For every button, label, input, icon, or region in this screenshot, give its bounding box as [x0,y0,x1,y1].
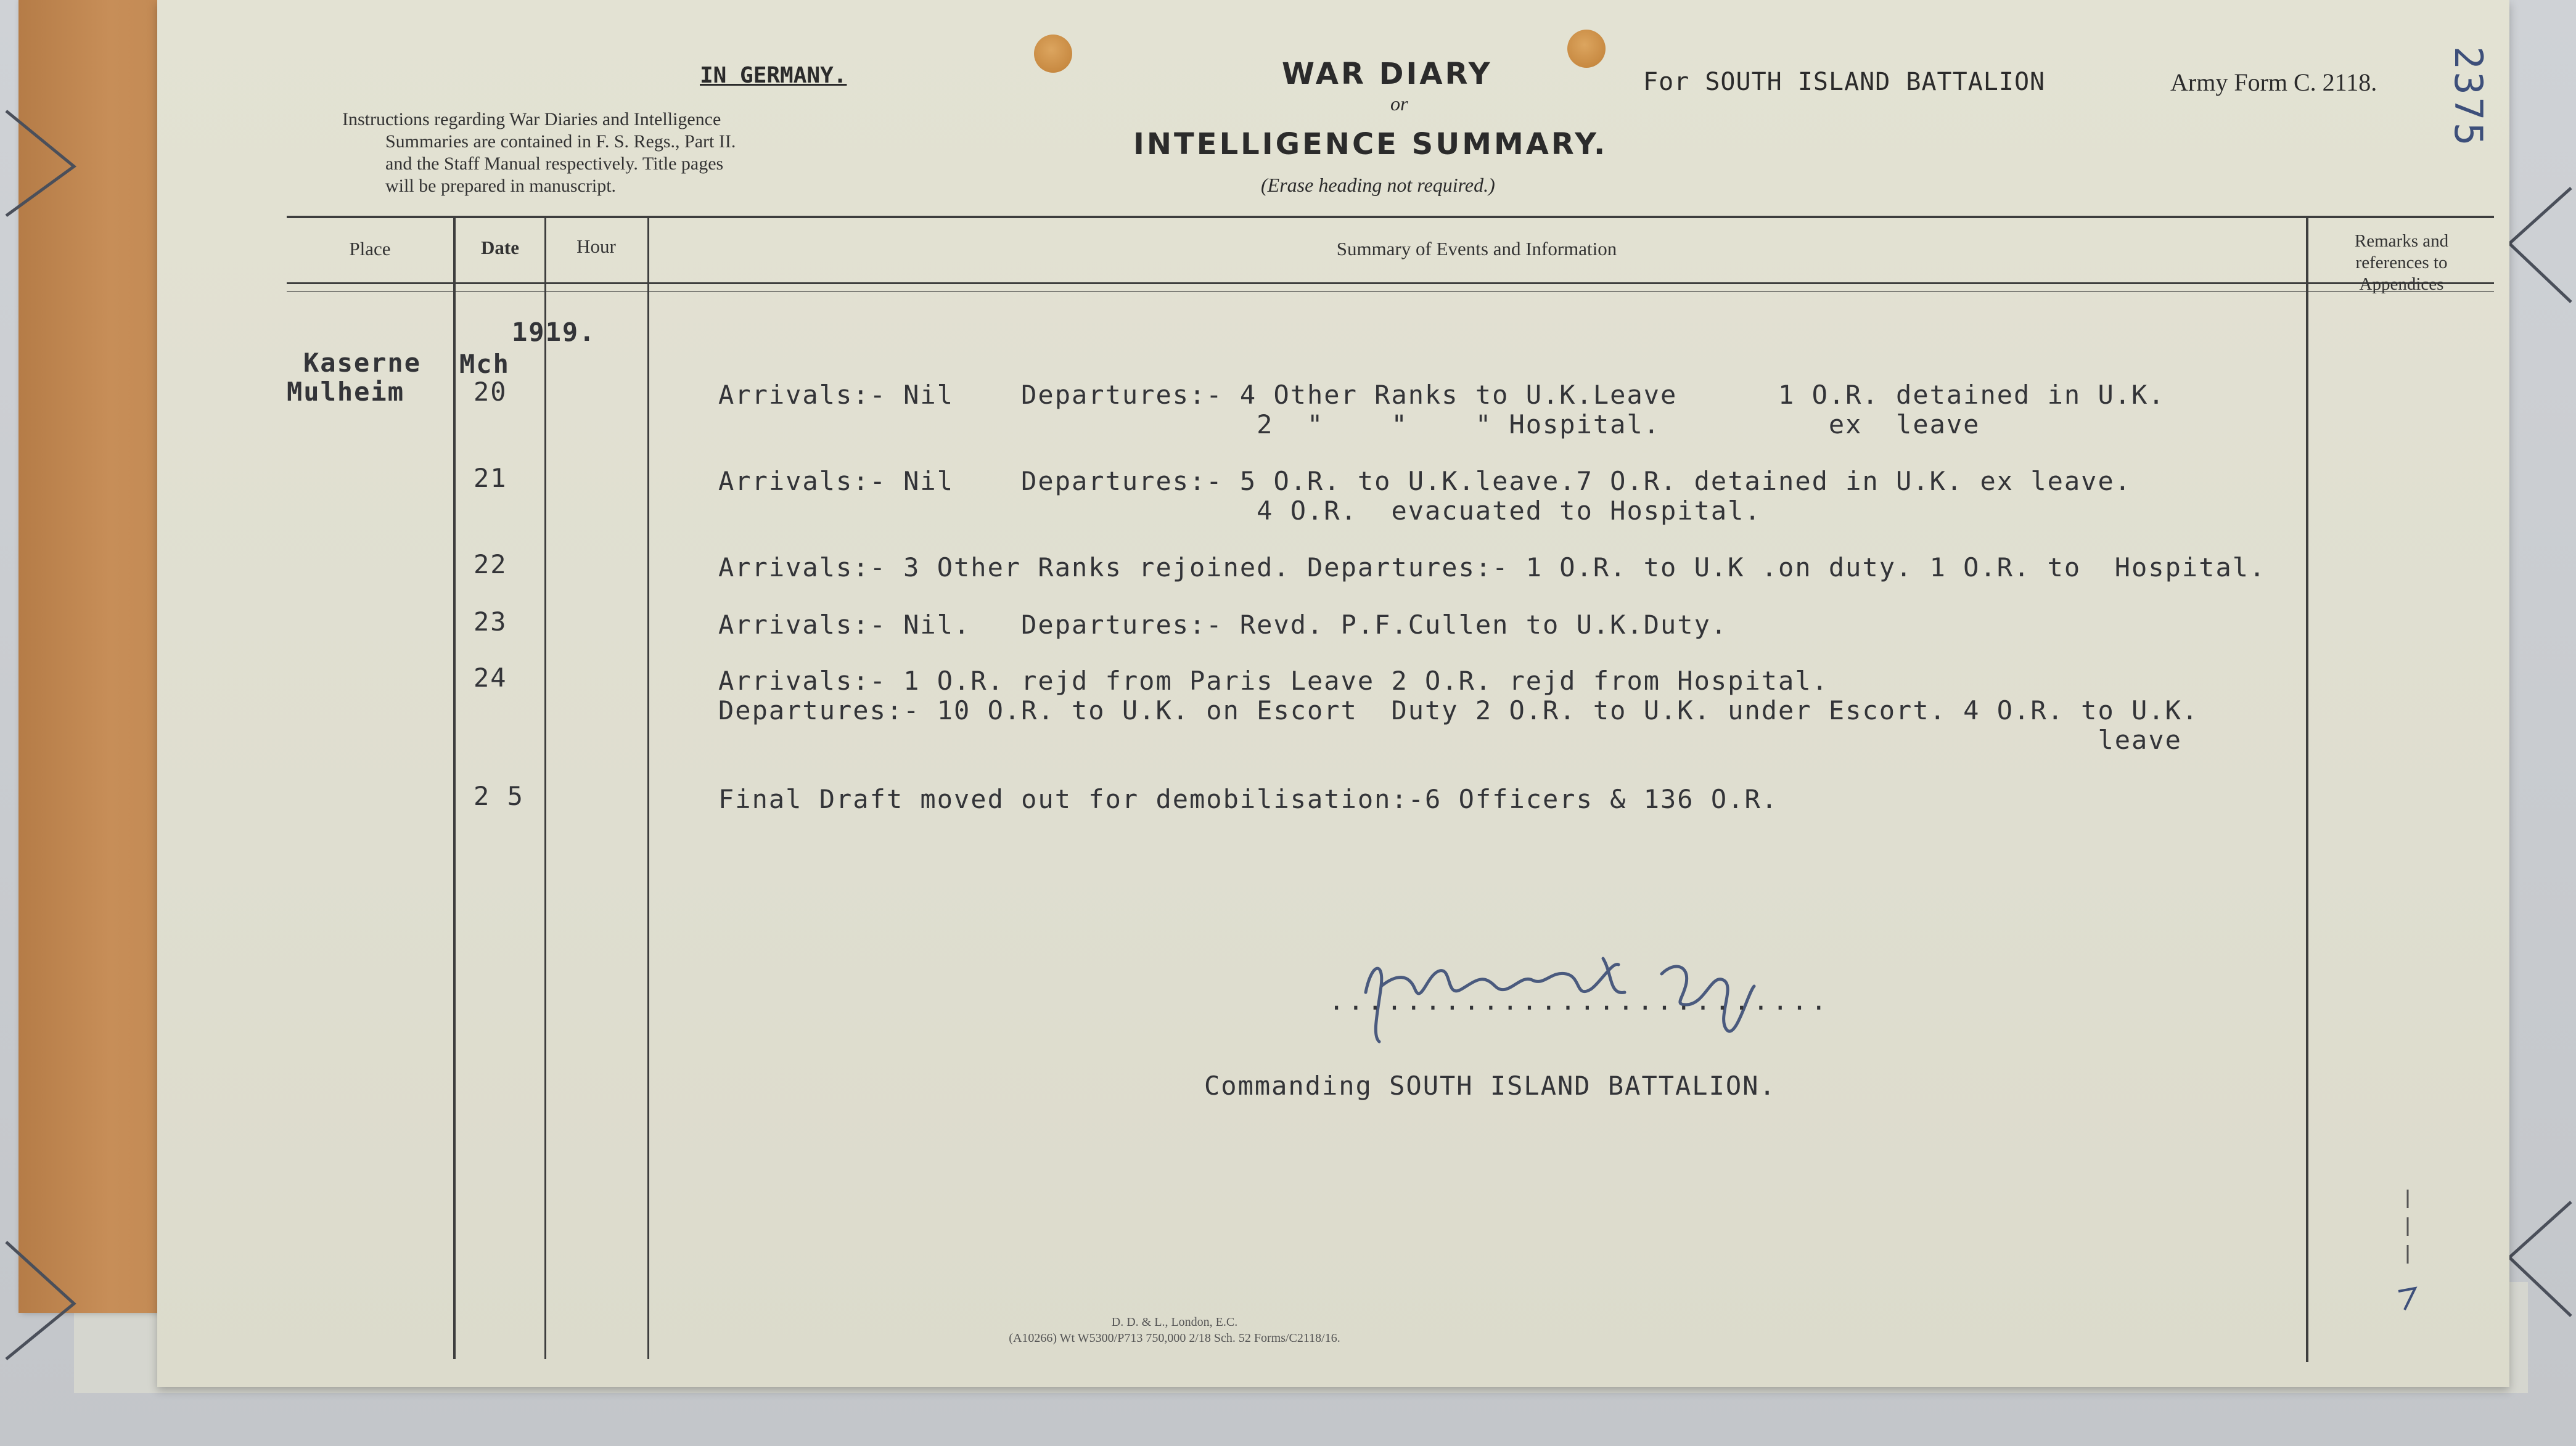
header-double-rule [287,291,2494,292]
remarks-line-3: Appendices [2359,274,2444,294]
instructions-line-2: Summaries are contained in F. S. Regs., Part II. [385,131,736,152]
row-24-line-3: leave [718,725,2182,755]
punch-hole-right [1567,30,1606,68]
row-24-date: 24 [474,663,507,693]
column-summary: Summary of Events and Information [1336,238,1617,259]
row-22-line-1: Arrivals:- 3 Other Ranks rejoined. Departures:- 1 O.R. to U.K .on duty. 1 O.R. to Hospital. [718,552,2266,582]
row-22-date: 22 [474,549,507,579]
row-25-date: 2 5 [474,781,524,811]
printer-imprint-line-1: D. D. & L., London, E.C. [1111,1315,1238,1329]
signature-caption: Commanding SOUTH ISLAND BATTALION. [1204,1071,1776,1101]
row-25-line-1: Final Draft moved out for demobilisation:-6 Officers & 136 O.R. [718,784,1779,814]
column-date: Date [481,237,519,258]
row-24-line-1: Arrivals:- 1 O.R. rejd from Paris Leave 2 O.R. rejd from Hospital. [718,666,1829,696]
place-line-2: Mulheim [287,377,405,407]
title-or: or [1390,92,1408,115]
row-20-line-1: Arrivals:- Nil Departures:- 4 Other Ranks to U.K.Leave 1 O.R. detained in U.K. [718,380,2165,410]
row-21-line-1: Arrivals:- Nil Departures:- 5 O.R. to U.K.leave.7 O.R. detained in U.K. ex leave. [718,466,2132,496]
unit-name: For SOUTH ISLAND BATTALION [1643,68,2046,96]
title-intelligence-summary: INTELLIGENCE SUMMARY. [1133,127,1608,161]
row-23-line-1: Arrivals:- Nil. Departures:- Revd. P.F.Cullen to U.K.Duty. [718,610,1728,640]
signature-dotted-line: .......................... [1329,986,1831,1016]
instructions-line-4: will be prepared in manuscript. [385,176,617,196]
pencil-mark [2389,1183,2426,1319]
row-21-date: 21 [474,463,507,493]
header-bottom-rule [287,282,2494,284]
row-24-line-2: Departures:- 10 O.R. to U.K. on Escort Duty 2 O.R. to U.K. under Escort. 4 O.R. to U.K. [718,695,2199,725]
instructions-line-3: and the Staff Manual respectively. Title pages [385,153,724,174]
entry-month: Mch [459,349,510,379]
place-line-1: Kaserne [303,348,422,378]
table-top-rule [287,216,2494,218]
instructions-line-1: Instructions regarding War Diaries and Intelligence [342,109,721,129]
war-diary-page [157,0,2509,1387]
title-war-diary: WAR DIARY [1282,57,1493,91]
summary-remarks-divider [2306,216,2308,1362]
column-place: Place [349,238,391,259]
row-23-date: 23 [474,607,507,637]
column-remarks [2309,231,2494,295]
row-20-date: 20 [474,377,507,407]
location-heading: IN GERMANY. [700,63,847,88]
hour-summary-divider [647,216,649,1359]
date-hour-divider [544,216,546,1359]
army-form-number: Army Form C. 2118. [2170,68,2377,96]
archive-stamp-number: 2375 [2446,46,2491,149]
row-20-line-2: 2 " " " Hospital. ex leave [718,409,1980,439]
row-21-line-2: 4 O.R. evacuated to Hospital. [718,496,1762,526]
printer-imprint-line-2: (A10266) Wt W5300/P713 750,000 2/18 Sch. 52 Forms/C2118/16. [1009,1331,1340,1345]
column-hour: Hour [576,235,616,257]
remarks-line-1: Remarks and [2354,231,2449,251]
erase-heading-note: (Erase heading not required.) [1261,174,1495,196]
remarks-line-2: references to [2355,253,2448,272]
place-date-divider [453,216,456,1359]
entry-year: 1919. [512,317,596,347]
punch-hole-left [1034,35,1072,73]
